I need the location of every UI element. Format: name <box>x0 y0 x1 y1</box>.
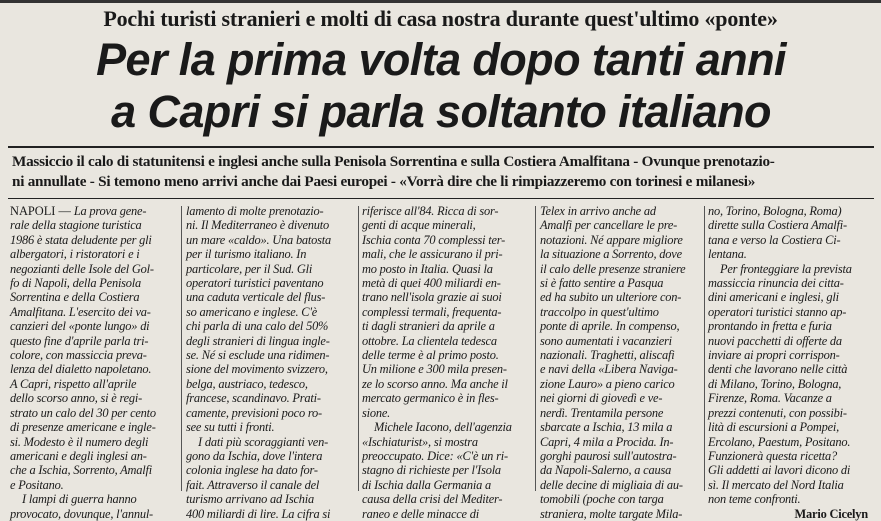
article-line: mo posto in Italia. Quasi la <box>362 261 493 276</box>
top-rule <box>0 0 881 3</box>
article-line: Amalfi per cancellare le pre- <box>540 218 678 233</box>
article-line: sione del movimento svizzero, <box>186 362 328 377</box>
article-line: fo di Napoli, della Penisola <box>10 276 142 291</box>
article-line: trano nell'isola grazie ai suoi <box>362 290 502 305</box>
rule-under-subheadline <box>8 198 874 199</box>
article-line: se. Né si esclude una ridimen- <box>186 348 330 363</box>
article-line: so americano e inglese. C'è <box>186 304 318 319</box>
article-line: albergatori, i ristoratori e i <box>10 247 140 262</box>
article-column-1 <box>10 204 178 521</box>
article-line: sono aumentati i vacanzieri <box>540 333 672 348</box>
article-line <box>10 204 178 218</box>
article-line: see su tutti i fronti. <box>186 420 275 435</box>
article-line: sione. <box>362 405 391 420</box>
article-line: e Positano. <box>10 477 64 492</box>
article-line: I lampi di guerra hanno <box>22 492 137 507</box>
article-line: «Ischiaturist», si mostra <box>362 434 478 449</box>
article-line: gono da Ischia, dove l'intera <box>186 448 323 463</box>
article-line: dirette sulla Costiera Amalfi- <box>708 218 847 233</box>
article-line: rale della stagione turistica <box>10 218 142 233</box>
article-line: sbarcate a Ischia, 13 mila a <box>540 420 673 435</box>
article-column-3 <box>362 204 532 521</box>
article-line: Funzionerà questa ricetta? <box>708 448 838 463</box>
article-line: tomobili (poche con targa <box>540 492 664 507</box>
dateline: NAPOLI — <box>10 204 71 218</box>
article-line: lentana. <box>708 247 747 262</box>
article-line: una caduta verticale del flus- <box>186 290 326 305</box>
article-line: prontando in fretta e furia <box>708 319 832 334</box>
article-line: ponte di aprile. In compenso, <box>540 319 680 334</box>
article-line: particolare, per il Sud. Gli <box>186 261 313 276</box>
article-line: riferisce all'84. Ricca di sor- <box>362 204 499 218</box>
article-line: Telex in arrivo anche ad <box>540 204 656 218</box>
article-line: Ercolano, Paestum, Positano. <box>708 434 851 449</box>
article-line: francese, scandinavo. Prati- <box>186 391 321 406</box>
article-line: delle decine di migliaia di au- <box>540 477 683 492</box>
article-line: non teme confronti. <box>708 492 801 507</box>
article-column-5 <box>708 204 878 521</box>
article-line: camente, previsioni poco ro- <box>186 405 322 420</box>
article-line: Capri, 4 mila a Procida. In- <box>540 434 674 449</box>
article-line: da Napoli-Salerno, a causa <box>540 463 672 478</box>
article-line: notazioni. Né appare migliore <box>540 232 683 247</box>
article-line: denti che lavorano nelle città <box>708 362 848 377</box>
article-line: I dati più scoraggianti ven- <box>198 434 328 449</box>
article-line: che a Ischia, Sorrento, Amalfi <box>10 463 152 478</box>
article-line: Ischia conta 70 complessi ter- <box>362 232 506 247</box>
headline-line-2: a Capri si parla soltanto italiano <box>111 86 771 137</box>
article-line: Amalfitana. L'esercito dei va- <box>10 304 151 319</box>
article-line: nazionali. Traghetti, aliscafi <box>540 348 675 363</box>
article-line: Sorrentina e della Costiera <box>10 290 140 305</box>
article-line: mali, che le assicurano il pri- <box>362 247 503 262</box>
byline: Mario Cicelyn <box>794 506 868 521</box>
subheadline-line-1: Massiccio il calo di statunitensi e inglesi anche sulla Penisola Sorrentina e sulla Costiera Amalfitana - Ovunque prenotazio- <box>12 153 775 170</box>
article-line: per il turismo italiano. In <box>186 247 307 262</box>
article-line: ottobre. La clientela tedesca <box>362 333 497 348</box>
article-line: dini americani e inglesi, gli <box>708 290 839 305</box>
article-body <box>0 204 881 521</box>
article-line: canzieri del «ponte lungo» di <box>10 319 150 334</box>
article-line: delle terme è al primo posto. <box>362 348 499 363</box>
article-line: metà di quei 400 miliardi en- <box>362 276 501 291</box>
article-line: complessi termali, frequenta- <box>362 304 502 319</box>
article-line: di Ischia dalla Germania a <box>362 477 492 492</box>
article-line: nuovi pacchetti di offerte da <box>708 333 842 348</box>
article-line: un mare «caldo». Una batosta <box>186 232 332 247</box>
article-line: Firenze, Roma. Vacanze a <box>708 391 832 406</box>
article-line: Un milione e 300 mila presen- <box>362 362 507 377</box>
article-line: traccolpo in quest'ultimo <box>540 304 659 319</box>
article-line: dello scorso anno, si è regi- <box>10 391 143 406</box>
article-line: e navi della «Libera Naviga- <box>540 362 678 377</box>
article-line: no, Torino, Bologna, Roma) <box>708 204 842 218</box>
article-line: straniera, molte targate Mila- <box>540 506 683 521</box>
rule-under-headline <box>8 146 874 148</box>
article-line-text: La prova gene- <box>70 204 147 218</box>
article-line: nerdì. Trentamila persone <box>540 405 664 420</box>
article-line: questo fine d'aprile parla tri- <box>10 333 149 348</box>
article-column-4 <box>540 204 702 521</box>
article-line: nei giorni di giovedì e ve- <box>540 391 663 406</box>
article-line: americani e degli inglesi an- <box>10 448 147 463</box>
article-line: turismo arrivano ad Ischia <box>186 492 314 507</box>
article-line: mercato germanico è in fles- <box>362 391 499 406</box>
article-line: sì. Il mercato del Nord Italia <box>708 477 844 492</box>
article-line: preoccupato. Dice: «C'è un ri- <box>362 448 508 463</box>
article-line: colonia inglese ha dato for- <box>186 463 318 478</box>
article-line: 400 miliardi di lire. La cifra si <box>186 506 331 521</box>
article-line: Michele Iacono, dell'agenzia <box>374 420 512 435</box>
article-line: degli stranieri di lingua ingle- <box>186 333 330 348</box>
article-line: inviare ai propri corrispon- <box>708 348 840 363</box>
subheadline-line-2: ni annullate - Si temono meno arrivi anche dai Paesi europei - «Vorrà dire che li rimpiazzeremo con torinesi e milanesi» <box>12 173 756 190</box>
headline-line-1: Per la prima volta dopo tanti anni <box>96 34 786 85</box>
article-line: negozianti delle Isole del Gol- <box>10 261 154 276</box>
article-line: raneo e delle minacce di <box>362 506 479 521</box>
article-line: il calo delle presenze straniere <box>540 261 686 276</box>
article-column-2 <box>186 204 356 521</box>
article-line: ze lo scorso anno. Ma anche il <box>362 376 508 391</box>
article-line: operatori turistici stanno ap- <box>708 304 847 319</box>
article-line: lenza del dialetto napoletano. <box>10 362 152 377</box>
article-line: tana e verso la Costiera Ci- <box>708 232 841 247</box>
article-line: provocato, dovunque, l'annul- <box>10 506 153 521</box>
headline <box>6 34 876 138</box>
kicker: Pochi turisti stranieri e molti di casa nostra durante quest'ultimo «ponte» <box>103 6 778 31</box>
article-line: lamento di molte prenotazio- <box>186 204 324 218</box>
article-line: ni. Il Mediterraneo è divenuto <box>186 218 329 233</box>
article-line: causa della crisi del Mediter- <box>362 492 503 507</box>
article-line: di presenze americane e ingle- <box>10 420 156 435</box>
article-line: di Milano, Torino, Bologna, <box>708 376 842 391</box>
subheadline <box>12 152 872 192</box>
article-line: genti di acque minerali, <box>362 218 476 233</box>
article-line: zione Lauro» a pieno carico <box>540 376 675 391</box>
article-line: ti dagli stranieri da aprile a <box>362 319 495 334</box>
article-line: ed ha subito un ulteriore con- <box>540 290 682 305</box>
article-line: si è fatto sentire a Pasqua <box>540 276 664 291</box>
article-line: prezzi contenuti, con possibi- <box>708 405 847 420</box>
article-line: A Capri, rispetto all'aprile <box>10 376 137 391</box>
article-line: fait. Attraverso il canale del <box>186 477 320 492</box>
article-line: Per fronteggiare la prevista <box>720 261 852 276</box>
article-line: gorghi paurosi sull'autostra- <box>540 448 677 463</box>
article-line: si. Modesto è il numero degli <box>10 434 149 449</box>
article-line: lità di escursioni a Pompei, <box>708 420 840 435</box>
article-line: massiccia rinuncia dei citta- <box>708 276 844 291</box>
article-line: chi parla di una calo del 50% <box>186 319 329 334</box>
article-line: belga, austriaco, tedesco, <box>186 376 308 391</box>
article-line: 1986 è stata deludente per gli <box>10 232 152 247</box>
article-line: colore, con massiccia preva- <box>10 348 147 363</box>
article-line: la situazione a Sorrento, dove <box>540 247 682 262</box>
article-line: stagno di richieste per l'Isola <box>362 463 501 478</box>
article-line: operatori turistici paventano <box>186 276 324 291</box>
article-line: strato un calo del 30 per cento <box>10 405 156 420</box>
article-line: Gli addetti ai lavori dicono di <box>708 463 851 478</box>
